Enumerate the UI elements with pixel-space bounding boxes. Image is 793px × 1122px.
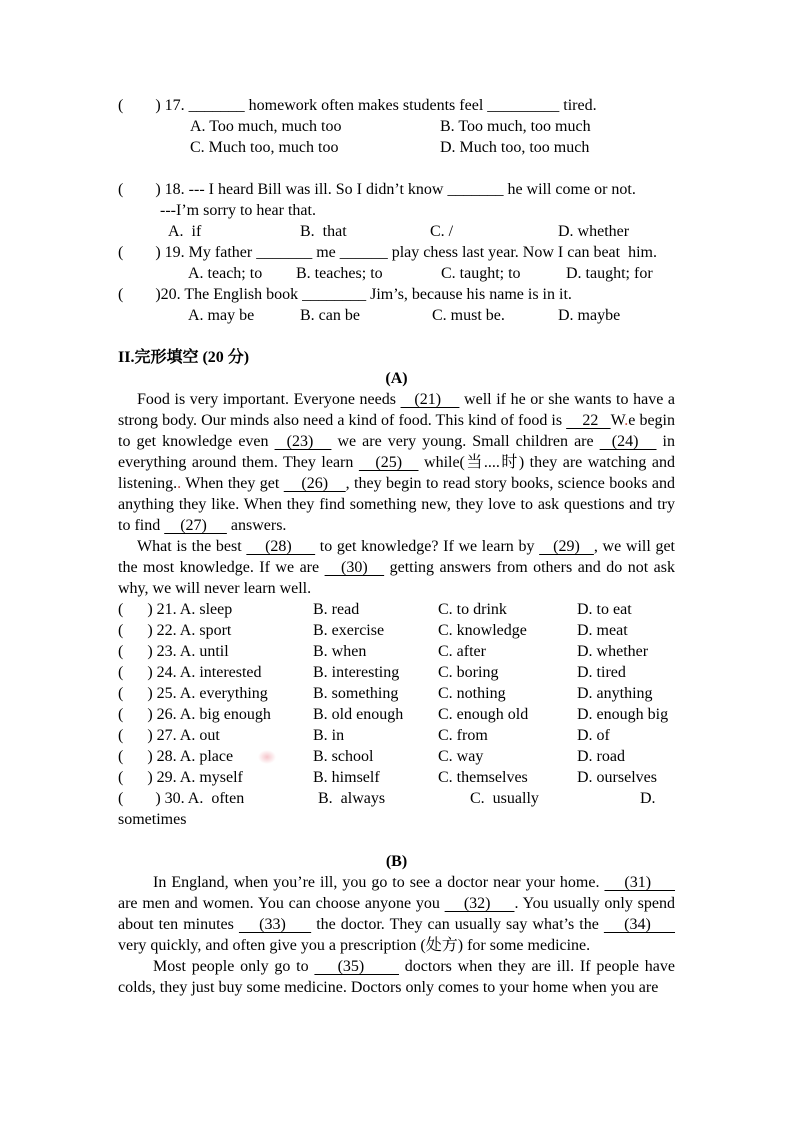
cloze-question-22: [118, 620, 675, 641]
cloze-question-25: [118, 683, 675, 704]
question-17-options-cd: [118, 137, 675, 158]
cloze-blank: 22: [566, 412, 611, 429]
question-18-stem: ( ) 18. --- I heard Bill was ill. So I didn’t know _______ he will come or not.: [118, 181, 636, 198]
scan-artifact-dot: .: [624, 412, 629, 429]
question-20-options: [118, 305, 675, 326]
question-18-option-a: A. if: [168, 223, 202, 240]
question-24-number-and-option-a: [118, 662, 313, 683]
question-24-option-d: D. tired: [577, 664, 626, 681]
question-19-option-c: C. taught; to: [441, 265, 521, 282]
question-25-number: ( ) 25.: [118, 685, 180, 702]
cloze-question-30: [118, 788, 675, 809]
passage-a-paragraph-2: What is the best (28) to get knowledge? If we learn by (29) , we will get the most knowledge. If we are (30) getting answers from others and do not ask why, we will never learn well.: [118, 538, 676, 597]
question-25-number-and-option-a: [118, 683, 313, 704]
question-23-number: ( ) 23.: [118, 643, 180, 660]
question-24-option-b: B. interesting: [313, 664, 400, 681]
question-17-option-b: B. Too much, too much: [440, 118, 591, 135]
question-20-option-b: B. can be: [300, 307, 360, 324]
cloze-question-28: [118, 746, 675, 767]
cloze-blank: (35): [314, 958, 399, 975]
question-17-option-a: A. Too much, much too: [190, 118, 342, 135]
question-27-option-a: A. out: [179, 727, 220, 744]
question-29-option-d: D. ourselves: [577, 769, 657, 786]
cloze-blank: (27): [164, 517, 227, 534]
question-29-option-a: A. myself: [179, 769, 243, 786]
question-29-number: ( ) 29.: [118, 769, 180, 786]
question-30-number-and-option-a: [118, 788, 318, 809]
question-27-option-d: D. of: [577, 727, 610, 744]
question-19-option-a: A. teach; to: [188, 265, 263, 282]
spacer: [118, 830, 675, 851]
question-30-number: ( ) 30.: [118, 790, 188, 807]
question-20-option-a: A. may be: [188, 307, 255, 324]
question-22-number: ( ) 22.: [118, 622, 180, 639]
question-20-option-c: C. must be.: [432, 307, 505, 324]
question-30-option-d-overflow: sometimes: [118, 811, 187, 828]
question-27-number: ( ) 27.: [118, 727, 180, 744]
question-25-option-c: C. nothing: [438, 685, 506, 702]
question-19-stem: ( ) 19. My father _______ me ______ play chess last year. Now I can beat him.: [118, 244, 657, 261]
question-26-option-b: B. old enough: [313, 706, 404, 723]
question-26-number: ( ) 26.: [118, 706, 180, 723]
question-20-option-d: D. maybe: [558, 307, 621, 324]
cloze-blank: (32): [444, 895, 515, 912]
cloze-blank: (30): [324, 559, 385, 576]
question-21-number: ( ) 21.: [118, 601, 180, 618]
cloze-blank: (34): [603, 916, 676, 933]
cloze-blank: (29): [539, 538, 594, 555]
passage-a-label: (A): [385, 370, 408, 387]
question-21-option-a: A. sleep: [179, 601, 233, 618]
question-24-number: ( ) 24.: [118, 664, 180, 681]
question-29-number-and-option-a: [118, 767, 313, 788]
question-28-number: ( ) 28.: [118, 748, 180, 765]
question-22-option-c: C. knowledge: [438, 622, 527, 639]
question-30-option-a: A. often: [187, 790, 245, 807]
question-29-option-c: C. themselves: [438, 769, 528, 786]
cloze-blank: (33): [238, 916, 312, 933]
passage-b-label: (B): [385, 853, 408, 870]
question-17-option-d: D. Much too, too much: [440, 139, 590, 156]
question-30-option-d: D.: [640, 790, 656, 807]
question-26-option-a: A. big enough: [179, 706, 271, 723]
cloze-blank: (28): [246, 538, 316, 555]
question-18-options: [118, 221, 675, 242]
cloze-section-heading: II.完形填空 (20 分): [118, 349, 250, 366]
cloze-question-21: [118, 599, 675, 620]
question-21-option-d: D. to eat: [577, 601, 632, 618]
question-19-option-b: B. teaches; to: [296, 265, 383, 282]
cloze-question-27: [118, 725, 675, 746]
question-19-options: [118, 263, 675, 284]
question-20-stem: ( )20. The English book ________ Jim’s, because his name is in it.: [118, 286, 572, 303]
question-23-number-and-option-a: [118, 641, 313, 662]
question-17-option-c: C. Much too, much too: [190, 139, 339, 156]
question-26-option-c: C. enough old: [438, 706, 529, 723]
question-22-option-d: D. meat: [577, 622, 628, 639]
passage-b-paragraph-2: Most people only go to (35) doctors when they are ill. If people have colds, they just buy some medicine. Doctors only comes to your home when you are: [118, 958, 676, 996]
question-17-stem: ( ) 17. _______ homework often makes students feel _________ tired.: [118, 97, 597, 114]
spacer: [118, 158, 675, 179]
question-30-option-b: B. always: [318, 790, 386, 807]
cloze-question-29: [118, 767, 675, 788]
question-23-option-b: B. when: [313, 643, 367, 660]
cloze-blank: (23): [274, 433, 332, 450]
scan-artifact-dot: .: [177, 475, 182, 492]
question-23-option-a: A. until: [179, 643, 229, 660]
question-24-option-a: A. interested: [179, 664, 262, 681]
question-23-option-d: D. whether: [577, 643, 649, 660]
question-27-option-c: C. from: [438, 727, 488, 744]
spacer: [118, 326, 675, 347]
cloze-question-26: [118, 704, 675, 725]
question-30-option-c: C. usually: [470, 790, 539, 807]
question-21-option-b: B. read: [313, 601, 360, 618]
question-22-option-b: B. exercise: [313, 622, 385, 639]
cloze-blank: (25): [358, 454, 419, 471]
question-25-option-a: A. everything: [179, 685, 268, 702]
question-18-reply: ---I’m sorry to hear that.: [160, 202, 316, 219]
question-22-number-and-option-a: [118, 620, 313, 641]
question-18-option-b: B. that: [300, 223, 347, 240]
question-21-number-and-option-a: [118, 599, 313, 620]
question-25-option-b: B. something: [313, 685, 399, 702]
passage-a-paragraph-1: Food is very important. Everyone needs (21) well if he or she wants to have a strong body. Our minds also need a kind of food. This kind of food is 22 W.e begin to get knowledge even (23) we are very young. Small children are (24) in everything around them. They learn (25) while(当....时) they are watching and listening.. When they get (26) , they begin to read story books, science books and anything they like. When they find something new, they love to ask questions and try to find (27) answers.: [118, 391, 676, 534]
question-18-option-c: C. /: [430, 223, 454, 240]
question-28-option-c: C. way: [438, 748, 484, 765]
passage-b-paragraph-1: In England, when you’re ill, you go to see a doctor near your home. (31) are men and women. You can choose anyone you (32) . You usually only spend about ten minutes (33) the doctor. They can usually say what’s the (34) very quickly, and often give you a prescription (处方) for some medicine.: [118, 874, 676, 954]
cloze-blank: (26): [283, 475, 346, 492]
question-28-option-a: A. place: [179, 748, 234, 765]
cloze-blank: (24): [599, 433, 657, 450]
cloze-question-24: [118, 662, 675, 683]
question-28-number-and-option-a: [118, 746, 313, 767]
question-23-option-c: C. after: [438, 643, 486, 660]
question-21-option-c: C. to drink: [438, 601, 507, 618]
question-24-option-c: C. boring: [438, 664, 499, 681]
question-28-option-d: D. road: [577, 748, 625, 765]
cloze-blank: (21): [400, 391, 460, 408]
question-25-option-d: D. anything: [577, 685, 653, 702]
question-26-option-d: D. enough big: [577, 706, 669, 723]
question-27-option-b: B. in: [313, 727, 345, 744]
question-27-number-and-option-a: [118, 725, 313, 746]
question-26-number-and-option-a: [118, 704, 313, 725]
cloze-question-23: [118, 641, 675, 662]
question-29-option-b: B. himself: [313, 769, 380, 786]
question-19-option-d: D. taught; for: [566, 265, 653, 282]
cloze-blank: (31): [604, 874, 676, 891]
question-22-option-a: A. sport: [179, 622, 232, 639]
question-28-option-b: B. school: [313, 748, 374, 765]
question-18-option-d: D. whether: [558, 223, 630, 240]
question-17-options-ab: [118, 116, 675, 137]
